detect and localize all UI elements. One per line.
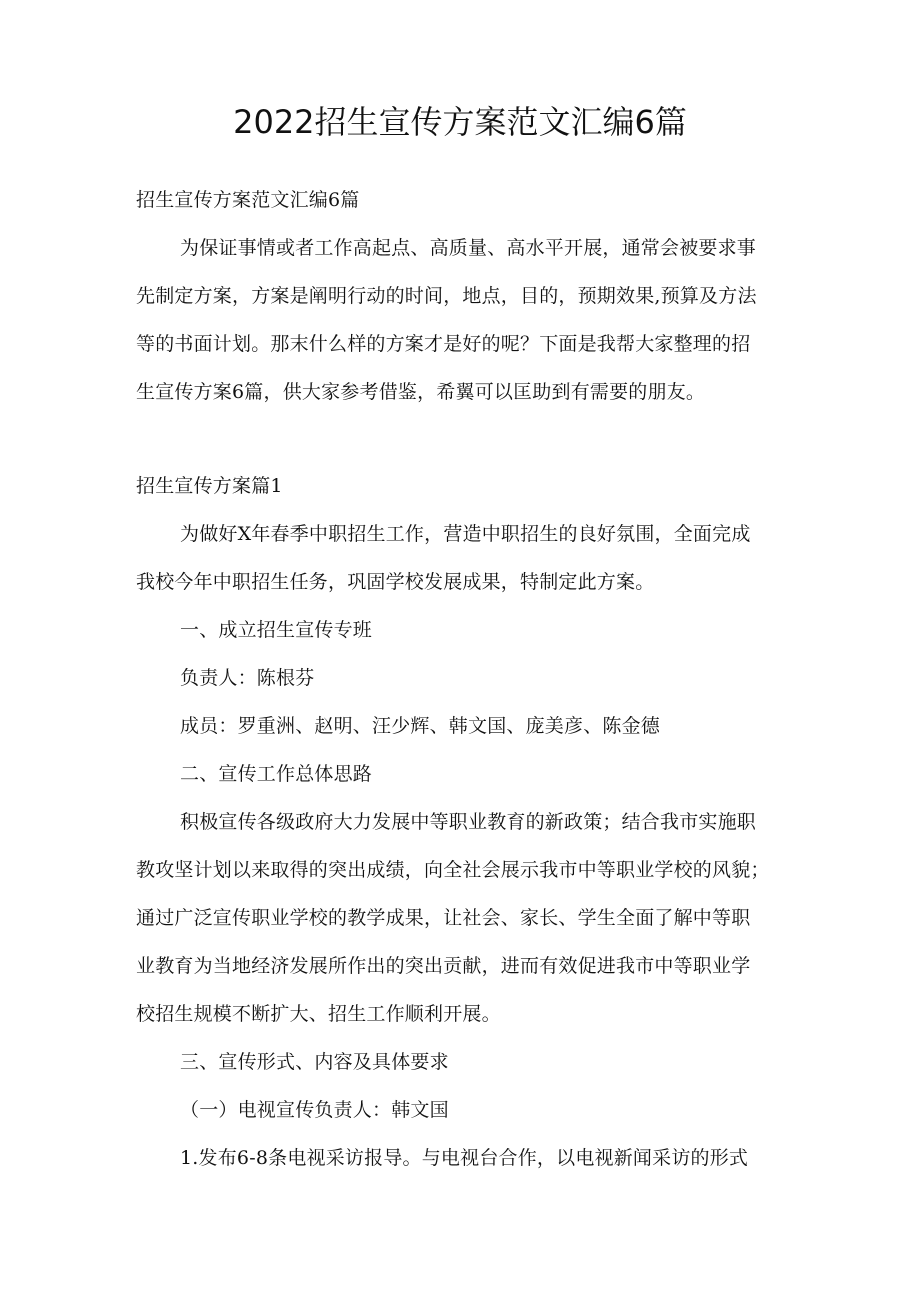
document-title: 2022招生宣传方案范文汇编6篇 — [233, 103, 687, 141]
item-2-line: 校招生规模不断扩大、招生工作顺利开展。 — [136, 1003, 501, 1025]
intro-line: 生宣传方案6篇，供大家参考借鉴，希翼可以匡助到有需要的朋友。 — [136, 381, 706, 403]
item-2-line: 业教育为当地经济发展所作出的突出贡献，进而有效促进我市中等职业学 — [136, 955, 751, 977]
item-2-line: 通过广泛宣传职业学校的教学成果，让社会、家长、学生全面了解中等职 — [136, 907, 751, 929]
item-3-point: 1.发布6-8条电视采访报导。与电视台合作，以电视新闻采访的形式 — [180, 1147, 749, 1169]
section-heading: 招生宣传方案篇1 — [136, 475, 283, 497]
item-2-heading: 二、宣传工作总体思路 — [180, 763, 373, 785]
item-1-leader: 负责人：陈根芬 — [180, 667, 315, 689]
section-intro-line: 我校今年中职招生任务，巩固学校发展成果，特制定此方案。 — [136, 571, 655, 593]
intro-line: 先制定方案，方案是阐明行动的时间，地点，目的，预期效果,预算及方法 — [136, 285, 757, 307]
item-2-line: 教攻坚计划以来取得的突出成绩，向全社会展示我市中等职业学校的风貌； — [136, 859, 770, 881]
intro-line: 为保证事情或者工作高起点、高质量、高水平开展，通常会被要求事 — [180, 237, 757, 259]
section-intro-line: 为做好X年春季中职招生工作，营造中职招生的良好氛围，全面完成 — [180, 523, 751, 545]
item-3-subheading: （一）电视宣传负责人：韩文国 — [180, 1099, 449, 1121]
intro-line: 等的书面计划。那末什么样的方案才是好的呢？下面是我帮大家整理的招 — [136, 333, 751, 355]
item-2-line: 积极宣传各级政府大力发展中等职业教育的新政策；结合我市实施职 — [180, 811, 757, 833]
item-3-heading: 三、宣传形式、内容及具体要求 — [180, 1051, 449, 1073]
item-1-members: 成员：罗重洲、赵明、汪少辉、韩文国、庞美彦、陈金德 — [180, 715, 661, 737]
document-subtitle: 招生宣传方案范文汇编6篇 — [136, 189, 360, 211]
item-1-heading: 一、成立招生宣传专班 — [180, 619, 373, 641]
